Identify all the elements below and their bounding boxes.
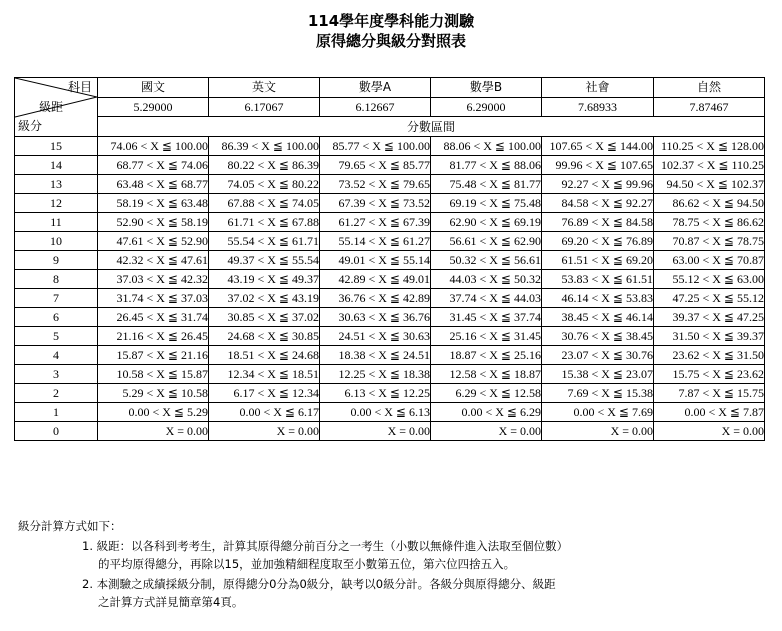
- score-range-cell: 5.29 < X ≦ 10.58: [98, 384, 209, 403]
- score-range-cell: 37.02 < X ≦ 43.19: [209, 289, 320, 308]
- score-range-cell: 55.12 < X ≦ 63.00: [654, 270, 765, 289]
- table-row: [15, 365, 765, 384]
- score-range-cell: 44.03 < X ≦ 50.32: [431, 270, 542, 289]
- score-range-cell: 69.19 < X ≦ 75.48: [431, 194, 542, 213]
- score-range-cell: 23.07 < X ≦ 30.76: [542, 346, 654, 365]
- subject-header: 數學B: [431, 78, 542, 98]
- table-row: [15, 289, 765, 308]
- score-range-cell: 31.50 < X ≦ 39.37: [654, 327, 765, 346]
- score-range-cell: X = 0.00: [431, 422, 542, 441]
- score-range-cell: 67.39 < X ≦ 73.52: [320, 194, 431, 213]
- table-row: [15, 194, 765, 213]
- level-cell: 14: [15, 156, 98, 175]
- score-range-cell: 79.65 < X ≦ 85.77: [320, 156, 431, 175]
- subject-header: 數學A: [320, 78, 431, 98]
- score-range-cell: 10.58 < X ≦ 15.87: [98, 365, 209, 384]
- score-range-cell: 23.62 < X ≦ 31.50: [654, 346, 765, 365]
- score-range-cell: 73.52 < X ≦ 79.65: [320, 175, 431, 194]
- score-range-cell: 85.77 < X ≦ 100.00: [320, 137, 431, 156]
- score-range-cell: 94.50 < X ≦ 102.37: [654, 175, 765, 194]
- corner-level-label: 級分: [18, 119, 43, 133]
- distance-value: 5.29000: [98, 97, 209, 117]
- score-range-cell: 36.76 < X ≦ 42.89: [320, 289, 431, 308]
- level-cell: 13: [15, 175, 98, 194]
- score-range-cell: 31.45 < X ≦ 37.74: [431, 308, 542, 327]
- subject-header: 自然: [654, 78, 765, 98]
- score-range-cell: 42.32 < X ≦ 47.61: [98, 251, 209, 270]
- table-row: [15, 308, 765, 327]
- score-range-cell: X = 0.00: [654, 422, 765, 441]
- note-item-2-line-2: 之計算方式詳見簡章第4頁。: [98, 595, 244, 609]
- score-range-cell: 56.61 < X ≦ 62.90: [431, 232, 542, 251]
- score-range-cell: 102.37 < X ≦ 110.25: [654, 156, 765, 175]
- score-range-cell: 61.51 < X ≦ 69.20: [542, 251, 654, 270]
- score-range-cell: 24.68 < X ≦ 30.85: [209, 327, 320, 346]
- score-range-cell: 74.05 < X ≦ 80.22: [209, 175, 320, 194]
- score-range-cell: 6.13 < X ≦ 12.25: [320, 384, 431, 403]
- level-cell: 4: [15, 346, 98, 365]
- score-range-cell: 18.87 < X ≦ 25.16: [431, 346, 542, 365]
- score-range-cell: X = 0.00: [209, 422, 320, 441]
- table-row: [15, 232, 765, 251]
- score-range-cell: 42.89 < X ≦ 49.01: [320, 270, 431, 289]
- subject-header: 英文: [209, 78, 320, 98]
- score-range-cell: 15.87 < X ≦ 21.16: [98, 346, 209, 365]
- level-cell: 3: [15, 365, 98, 384]
- note-item-1-line-1: 1. 級距：以各科到考考生，計算其原得總分前百分之一考生（小數以無條件進入法取至個位數）: [82, 539, 569, 553]
- score-range-cell: 47.25 < X ≦ 55.12: [654, 289, 765, 308]
- score-range-cell: 74.06 < X ≦ 100.00: [98, 137, 209, 156]
- table-row: [15, 213, 765, 232]
- score-range-cell: 15.75 < X ≦ 23.62: [654, 365, 765, 384]
- level-cell: 11: [15, 213, 98, 232]
- level-cell: 2: [15, 384, 98, 403]
- table-corner-header: [15, 78, 98, 137]
- table-row: [15, 156, 765, 175]
- score-range-cell: 88.06 < X ≦ 100.00: [431, 137, 542, 156]
- table-row: [15, 384, 765, 403]
- score-range-cell: 80.22 < X ≦ 86.39: [209, 156, 320, 175]
- score-range-cell: 107.65 < X ≦ 144.00: [542, 137, 654, 156]
- level-cell: 5: [15, 327, 98, 346]
- score-range-cell: 55.54 < X ≦ 61.71: [209, 232, 320, 251]
- score-range-cell: 84.58 < X ≦ 92.27: [542, 194, 654, 213]
- score-range-cell: 58.19 < X ≦ 63.48: [98, 194, 209, 213]
- score-conversion-table: [14, 77, 765, 441]
- level-cell: 6: [15, 308, 98, 327]
- score-range-cell: 12.34 < X ≦ 18.51: [209, 365, 320, 384]
- score-range-cell: 0.00 < X ≦ 7.69: [542, 403, 654, 422]
- score-range-cell: 70.87 < X ≦ 78.75: [654, 232, 765, 251]
- level-cell: 12: [15, 194, 98, 213]
- subject-header: 國文: [98, 78, 209, 98]
- distance-value: 7.68933: [542, 97, 654, 117]
- score-range-cell: 63.00 < X ≦ 70.87: [654, 251, 765, 270]
- score-range-cell: 49.37 < X ≦ 55.54: [209, 251, 320, 270]
- score-range-cell: 26.45 < X ≦ 31.74: [98, 308, 209, 327]
- score-range-cell: 43.19 < X ≦ 49.37: [209, 270, 320, 289]
- score-range-cell: 18.51 < X ≦ 24.68: [209, 346, 320, 365]
- table-row: [15, 175, 765, 194]
- distance-value: 6.29000: [431, 97, 542, 117]
- score-range-cell: 55.14 < X ≦ 61.27: [320, 232, 431, 251]
- score-range-cell: 21.16 < X ≦ 26.45: [98, 327, 209, 346]
- score-range-cell: 68.77 < X ≦ 74.06: [98, 156, 209, 175]
- score-range-cell: 18.38 < X ≦ 24.51: [320, 346, 431, 365]
- score-range-cell: 67.88 < X ≦ 74.05: [209, 194, 320, 213]
- score-range-cell: 50.32 < X ≦ 56.61: [431, 251, 542, 270]
- score-range-cell: 7.69 < X ≦ 15.38: [542, 384, 654, 403]
- score-range-cell: 61.71 < X ≦ 67.88: [209, 213, 320, 232]
- note-item-2-line-1: 2. 本測驗之成績採級分制，原得總分0分為0級分，缺考以0級分計。各級分與原得總分、級距: [82, 577, 556, 591]
- score-range-cell: 69.20 < X ≦ 76.89: [542, 232, 654, 251]
- score-range-cell: 53.83 < X ≦ 61.51: [542, 270, 654, 289]
- score-range-cell: X = 0.00: [98, 422, 209, 441]
- table-row: [15, 422, 765, 441]
- score-range-cell: 0.00 < X ≦ 6.13: [320, 403, 431, 422]
- level-cell: 0: [15, 422, 98, 441]
- score-range-cell: 86.62 < X ≦ 94.50: [654, 194, 765, 213]
- score-range-cell: 30.76 < X ≦ 38.45: [542, 327, 654, 346]
- score-range-cell: 7.87 < X ≦ 15.75: [654, 384, 765, 403]
- score-range-cell: 46.14 < X ≦ 53.83: [542, 289, 654, 308]
- corner-subject-label: 科目: [67, 80, 92, 94]
- score-range-cell: 49.01 < X ≦ 55.14: [320, 251, 431, 270]
- note-item-1-line-2: 的平均原得總分，再除以15，並加強精細程度取至小數第五位，第六位四捨五入。: [98, 557, 516, 571]
- score-range-cell: 86.39 < X ≦ 100.00: [209, 137, 320, 156]
- score-range-cell: 12.58 < X ≦ 18.87: [431, 365, 542, 384]
- score-range-cell: X = 0.00: [320, 422, 431, 441]
- score-range-cell: 30.63 < X ≦ 36.76: [320, 308, 431, 327]
- score-range-cell: 52.90 < X ≦ 58.19: [98, 213, 209, 232]
- score-range-cell: 0.00 < X ≦ 6.29: [431, 403, 542, 422]
- level-cell: 10: [15, 232, 98, 251]
- score-range-cell: 38.45 < X ≦ 46.14: [542, 308, 654, 327]
- score-range-cell: 6.17 < X ≦ 12.34: [209, 384, 320, 403]
- table-row: [15, 270, 765, 289]
- score-range-cell: 110.25 < X ≦ 128.00: [654, 137, 765, 156]
- subject-header: 社會: [542, 78, 654, 98]
- score-range-cell: 0.00 < X ≦ 5.29: [98, 403, 209, 422]
- range-header: 分數區間: [98, 117, 765, 137]
- score-range-cell: 31.74 < X ≦ 37.03: [98, 289, 209, 308]
- table-row: [15, 403, 765, 422]
- table-row: [15, 137, 765, 156]
- score-range-cell: 78.75 < X ≦ 86.62: [654, 213, 765, 232]
- score-range-cell: 99.96 < X ≦ 107.65: [542, 156, 654, 175]
- score-range-cell: 76.89 < X ≦ 84.58: [542, 213, 654, 232]
- score-range-cell: 37.03 < X ≦ 42.32: [98, 270, 209, 289]
- level-cell: 15: [15, 137, 98, 156]
- page-title: 114學年度學科能力測驗: [307, 12, 475, 30]
- level-cell: 1: [15, 403, 98, 422]
- score-range-cell: 0.00 < X ≦ 7.87: [654, 403, 765, 422]
- score-range-cell: 62.90 < X ≦ 69.19: [431, 213, 542, 232]
- score-range-cell: 81.77 < X ≦ 88.06: [431, 156, 542, 175]
- score-range-cell: 61.27 < X ≦ 67.39: [320, 213, 431, 232]
- score-range-cell: X = 0.00: [542, 422, 654, 441]
- distance-value: 7.87467: [654, 97, 765, 117]
- level-cell: 7: [15, 289, 98, 308]
- score-range-cell: 6.29 < X ≦ 12.58: [431, 384, 542, 403]
- table-row: [15, 327, 765, 346]
- notes-heading: 級分計算方式如下：: [18, 519, 122, 533]
- score-range-cell: 75.48 < X ≦ 81.77: [431, 175, 542, 194]
- distance-value: 6.12667: [320, 97, 431, 117]
- score-range-cell: 24.51 < X ≦ 30.63: [320, 327, 431, 346]
- score-range-cell: 12.25 < X ≦ 18.38: [320, 365, 431, 384]
- level-cell: 8: [15, 270, 98, 289]
- score-range-cell: 37.74 < X ≦ 44.03: [431, 289, 542, 308]
- score-range-cell: 15.38 < X ≦ 23.07: [542, 365, 654, 384]
- score-range-cell: 47.61 < X ≦ 52.90: [98, 232, 209, 251]
- score-range-cell: 63.48 < X ≦ 68.77: [98, 175, 209, 194]
- level-cell: 9: [15, 251, 98, 270]
- score-range-cell: 0.00 < X ≦ 6.17: [209, 403, 320, 422]
- table-row: [15, 346, 765, 365]
- score-range-cell: 30.85 < X ≦ 37.02: [209, 308, 320, 327]
- page-subtitle: 原得總分與級分對照表: [315, 32, 466, 50]
- distance-value: 6.17067: [209, 97, 320, 117]
- table-row: [15, 251, 765, 270]
- score-range-cell: 92.27 < X ≦ 99.96: [542, 175, 654, 194]
- score-range-cell: 25.16 < X ≦ 31.45: [431, 327, 542, 346]
- corner-distance-label: 級距: [39, 100, 64, 114]
- score-range-cell: 39.37 < X ≦ 47.25: [654, 308, 765, 327]
